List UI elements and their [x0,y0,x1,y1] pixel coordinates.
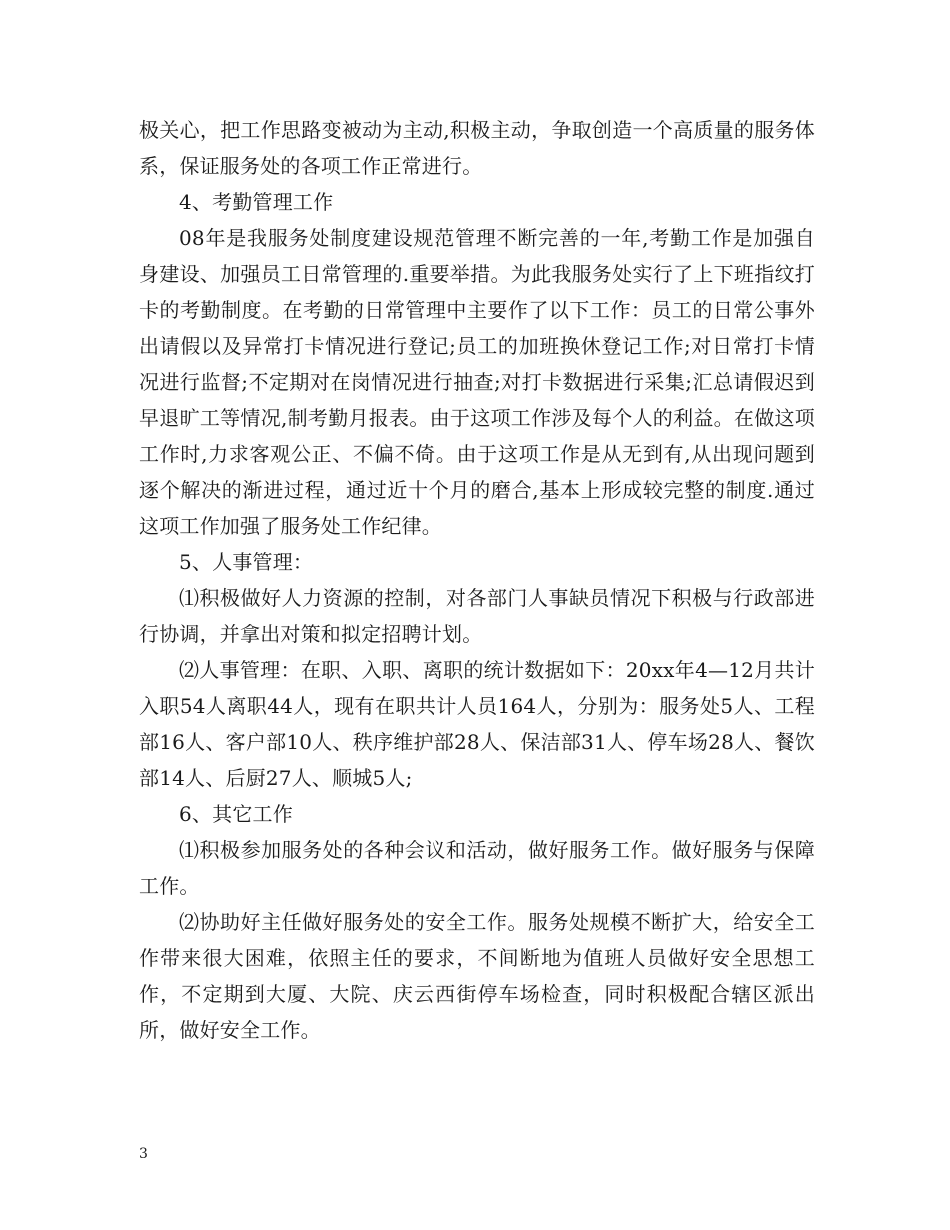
paragraph: ⑵人事管理：在职、入职、离职的统计数据如下：20xx年4—12月共计入职54人离职44人，现有在职共计人员164人，分别为：服务处5人、工程部16人、客户部10人、秩序维护部28人、保洁部31人、停车场28人、餐饮部14人、后厨27人、顺城5人; [139,658,815,790]
section-heading-personnel: 5、人事管理： [179,550,314,574]
paragraph: ⑴积极做好人力资源的控制，对各部门人事缺员情况下积极与行政部进行协调，并拿出对策和拟定招聘计划。 [139,586,815,646]
paragraph: ⑴积极参加服务处的各种会议和活动，做好服务工作。做好服务与保障工作。 [139,838,815,898]
document-body [139,112,815,1048]
section-heading-attendance: 4、考勤管理工作 [179,190,334,214]
page-number: 3 [139,1146,148,1162]
paragraph: 极关心，把工作思路变被动为主动,积极主动，争取创造一个高质量的服务体系，保证服务处的各项工作正常进行。 [139,118,815,178]
paragraph: ⑵协助好主任做好服务处的安全工作。服务处规模不断扩大，给安全工作带来很大困难，依照主任的要求，不间断地为值班人员做好安全思想工作，不定期到大厦、大院、庆云西街停车场检查，同时积极配合辖区派出所，做好安全工作。 [139,910,815,1042]
paragraph: 08年是我服务处制度建设规范管理不断完善的一年,考勤工作是加强自身建设、加强员工日常管理的.重要举措。为此我服务处实行了上下班指纹打卡的考勤制度。在考勤的日常管理中主要作了以下工作：员工的日常公事外出请假以及异常打卡情况进行登记;员工的加班换休登记工作;对日常打卡情况进行监督;不定期对在岗情况进行抽查;对打卡数据进行采集;汇总请假迟到早退旷工等情况,制考勤月报表。由于这项工作涉及每个人的利益。在做这项工作时,力求客观公正、不偏不倚。由于这项工作是从无到有,从出现问题到逐个解决的渐进过程，通过近十个月的磨合,基本上形成较完整的制度.通过这项工作加强了服务处工作纪律。 [139,226,815,538]
section-heading-other-work: 6、其它工作 [179,802,293,826]
